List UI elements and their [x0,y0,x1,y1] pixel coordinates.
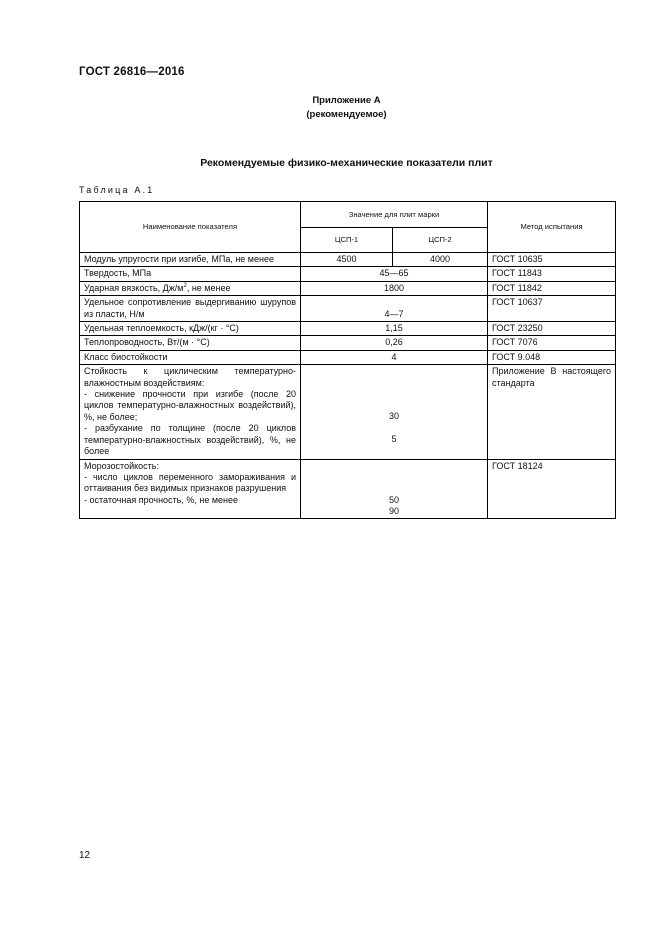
row-name-line: - число циклов переменного замораживания и оттаивания без видимых признаков разрушения [84,471,296,494]
table-row [80,336,616,350]
table-row [80,281,616,295]
row-name: Удельное сопротивление выдергиванию шурупов из пласти, Н/м [80,296,301,322]
row-name: Модуль упругости при изгибе, МПа, не менее [80,253,301,267]
row-name-text: Ударная вязкость, Дж/м [84,282,184,293]
row-name-line: - разбухание по толщине (после 20 циклов температурно-влажностных воздействий), %, не более [84,423,296,457]
row-name: Твердость, МПа [80,267,301,281]
page-number: 12 [79,850,91,861]
row-method: ГОСТ 10635 [488,253,616,267]
row-name-line: - остаточная прочность, %, не менее [84,494,239,505]
table-row [80,459,616,519]
row-method: ГОСТ 10637 [488,296,616,322]
row-method: ГОСТ 9.048 [488,350,616,364]
row-value-csp1: 4500 [301,253,393,267]
document-code: ГОСТ 26816—2016 [79,66,185,78]
table-row [80,322,616,336]
table-header-row [80,202,616,228]
row-name-line: Морозостойкость: [84,460,159,471]
row-method: ГОСТ 11842 [488,281,616,295]
row-name [80,459,301,519]
row-value-2: 5 [391,433,397,444]
row-value-1: 50 [389,494,400,505]
row-value [301,459,488,519]
header-method: Метод испытания [488,202,616,253]
row-value: 1,15 [301,322,488,336]
row-value [301,365,488,459]
header-name: Наименование показателя [80,202,301,253]
table-row [80,296,616,322]
row-value-csp2: 4000 [393,253,488,267]
row-value: 0,26 [301,336,488,350]
table-row [80,365,616,459]
row-value: 1800 [301,281,488,295]
row-name: Класс биостойкости [80,350,301,364]
appendix-note: (рекомендуемое) [306,109,387,120]
row-name: Теплопроводность, Вт/(м · °С) [80,336,301,350]
properties-table [79,201,616,519]
row-name: Удельная теплоемкость, кДж/(кг · °С) [80,322,301,336]
row-value: 45—65 [301,267,488,281]
row-method: ГОСТ 23250 [488,322,616,336]
row-method: Приложение В настоящего стандарта [488,365,616,459]
row-method: ГОСТ 11843 [488,267,616,281]
row-name-text-end: , не менее [186,282,231,293]
appendix-title: Приложение А [312,95,381,106]
row-name-line: - снижение прочности при изгибе (после 20 циклов температурно-влажностных воздействий), %, не более; [84,389,296,422]
row-name [80,365,301,459]
row-value: 4—7 [301,296,488,322]
header-value: Значение для плит марки [301,202,488,228]
header-csp2: ЦСП-2 [393,227,488,253]
row-method: ГОСТ 7076 [488,336,616,350]
row-name-superscript: 2 [183,282,187,289]
row-name-line: Стойкость к циклическим температурно-влажностным воздействиям: [84,366,296,388]
table-row [80,253,616,267]
header-csp1: ЦСП-1 [301,227,393,253]
table-label: Таблица А.1 [79,185,155,195]
row-value-2: 90 [389,505,400,516]
table-row [80,350,616,364]
row-value-1: 30 [389,411,400,422]
section-title: Рекомендуемые физико-механические показатели плит [200,157,493,169]
row-name [80,281,301,295]
row-value: 4 [301,350,488,364]
row-method: ГОСТ 18124 [488,459,616,519]
table-row [80,267,616,281]
